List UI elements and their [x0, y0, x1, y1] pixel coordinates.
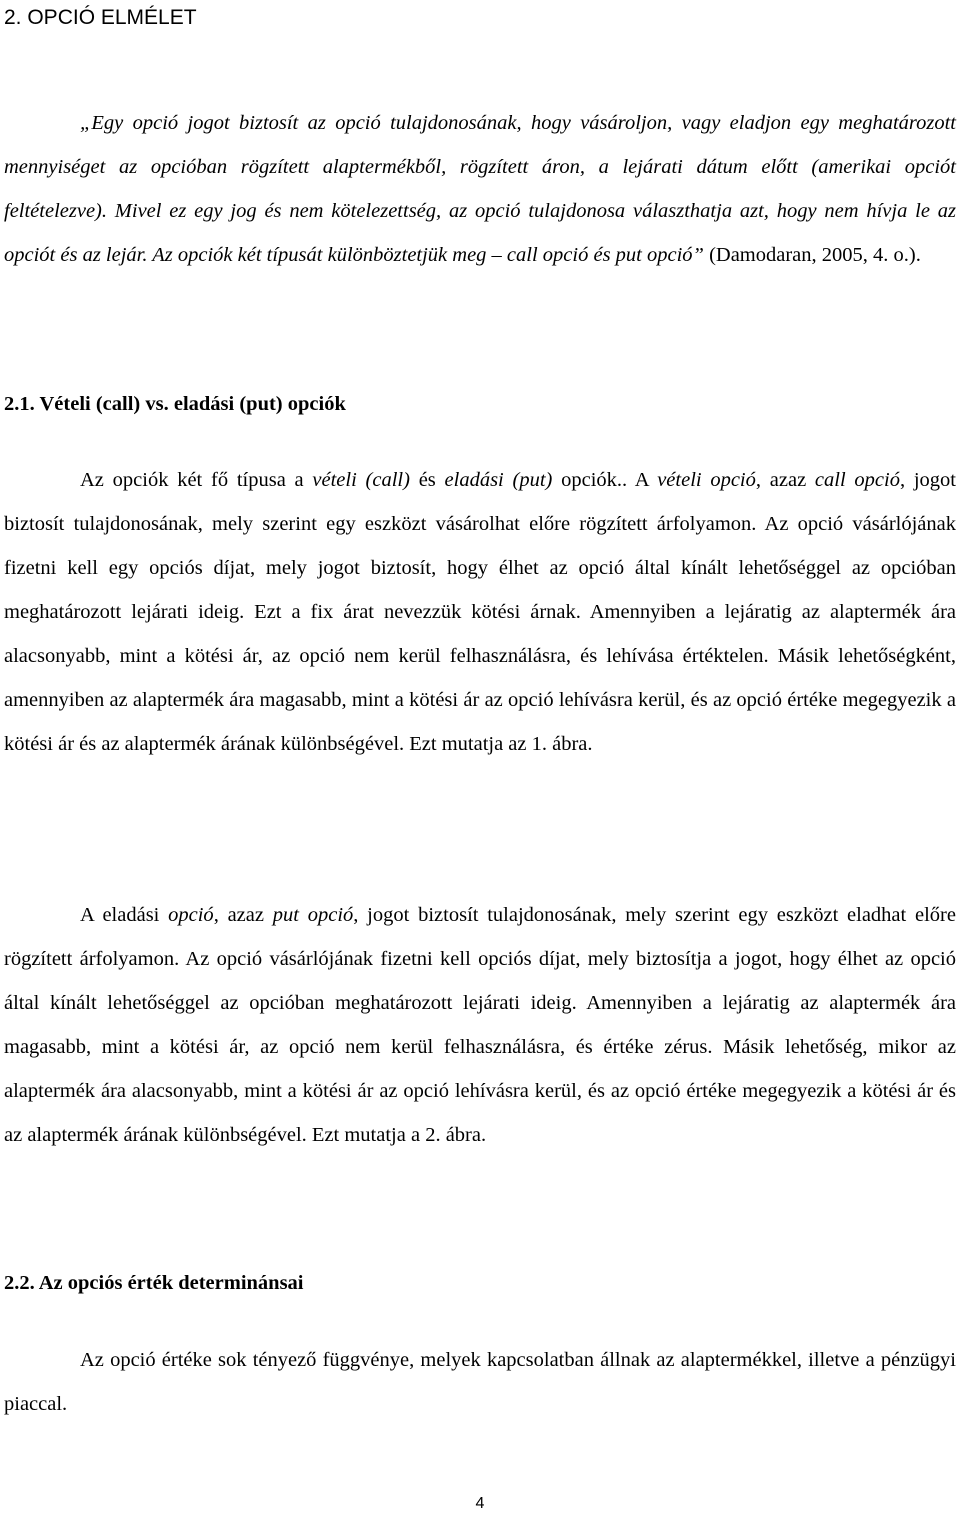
text-run: és [409, 469, 445, 491]
italic-term: call opció [814, 469, 900, 491]
italic-term: vételi opció [657, 469, 756, 491]
paragraph-determinants [4, 1338, 956, 1426]
text-run: , azaz [213, 904, 273, 926]
text-run: opciók.. A [552, 469, 658, 491]
text-run: , azaz [755, 469, 815, 491]
quote-text: „Egy opció jogot biztosít az opció tulajdonosának, hogy vásároljon, vagy eladjon egy meghatározott mennyiséget az opcióban rögzített alaptermékből, rögzített áron, a lejárati dátum előtt (amerikai opciót feltételezve). Mivel ez egy jog és nem kötelezettség, az opció tulajdonosa választhatja azt, hogy nem hívja le az opciót és az lejár. Az opciók két típusát különböztetjük meg – call opció és put opció” [4, 112, 956, 266]
section-heading-determinants: 2.2. Az opciós érték determinánsai [4, 1272, 304, 1294]
paragraph-call-option [4, 458, 956, 766]
page-number: 4 [475, 1495, 485, 1512]
chapter-title: 2. OPCIÓ ELMÉLET [4, 6, 197, 29]
text-run: A eladási [80, 904, 169, 926]
text-run: , jogot biztosít tulajdonosának, mely szerint egy eszközt eladhat előre rögzített árfolyamon. Az opció vásárlójának fizetni kell opciós díjat, mely biztosítja a jogot, hogy élhet az opció által kínált lehetőséggel az opcióban meghatározott lejárati ideig. Amennyiben a lejáratig az alaptermék ára magasabb, mint a kötési ár, az opció nem kerül felhasználásra, és értéke zérus. Másik lehetőség, mikor az alaptermék ára alacsonyabb, mint a kötési ár az opció lehívásra kerül, és az opció értéke megegyezik a kötési ár és az alaptermék árának különbségével. Ezt mutatja a 2. ábra. [4, 904, 956, 1146]
quote-citation: (Damodaran, 2005, 4. o.). [703, 244, 921, 266]
italic-term: vételi (call) [312, 469, 410, 491]
italic-term: put opció [272, 904, 354, 926]
italic-term: eladási (put) [444, 469, 553, 491]
italic-term: opció [168, 904, 214, 926]
text-run: Az opciók két fő típusa a [80, 469, 313, 491]
section-heading-call-put: 2.1. Vételi (call) vs. eladási (put) opciók [4, 393, 346, 415]
paragraph-put-option [4, 893, 956, 1157]
definition-quote [4, 101, 956, 277]
text-run: , jogot biztosít tulajdonosának, mely szerint egy eszközt vásárolhat előre rögzített árfolyamon. Az opció vásárlójának fizetni kell egy opciós díjat, mely jogot biztosít, hogy élhet az opció által kínált lehetőséggel az opcióban meghatározott lejárati ideig. Ezt a fix árat nevezzük kötési árnak. Amennyiben a lejáratig az alaptermék ára alacsonyabb, mint a kötési ár, az opció nem kerül felhasználásra, és lehívása értéktelen. Másik lehetőségként, amennyiben az alaptermék ára magasabb, mint a kötési ár az opció lehívásra kerül, és az opció értéke megegyezik a kötési ár és az alaptermék árának különbségével. Ezt mutatja az 1. ábra. [4, 469, 956, 755]
text-run: Az opció értéke sok tényező függvénye, melyek kapcsolatban állnak az alaptermékkel, illetve a pénzügyi piaccal. [4, 1349, 956, 1415]
